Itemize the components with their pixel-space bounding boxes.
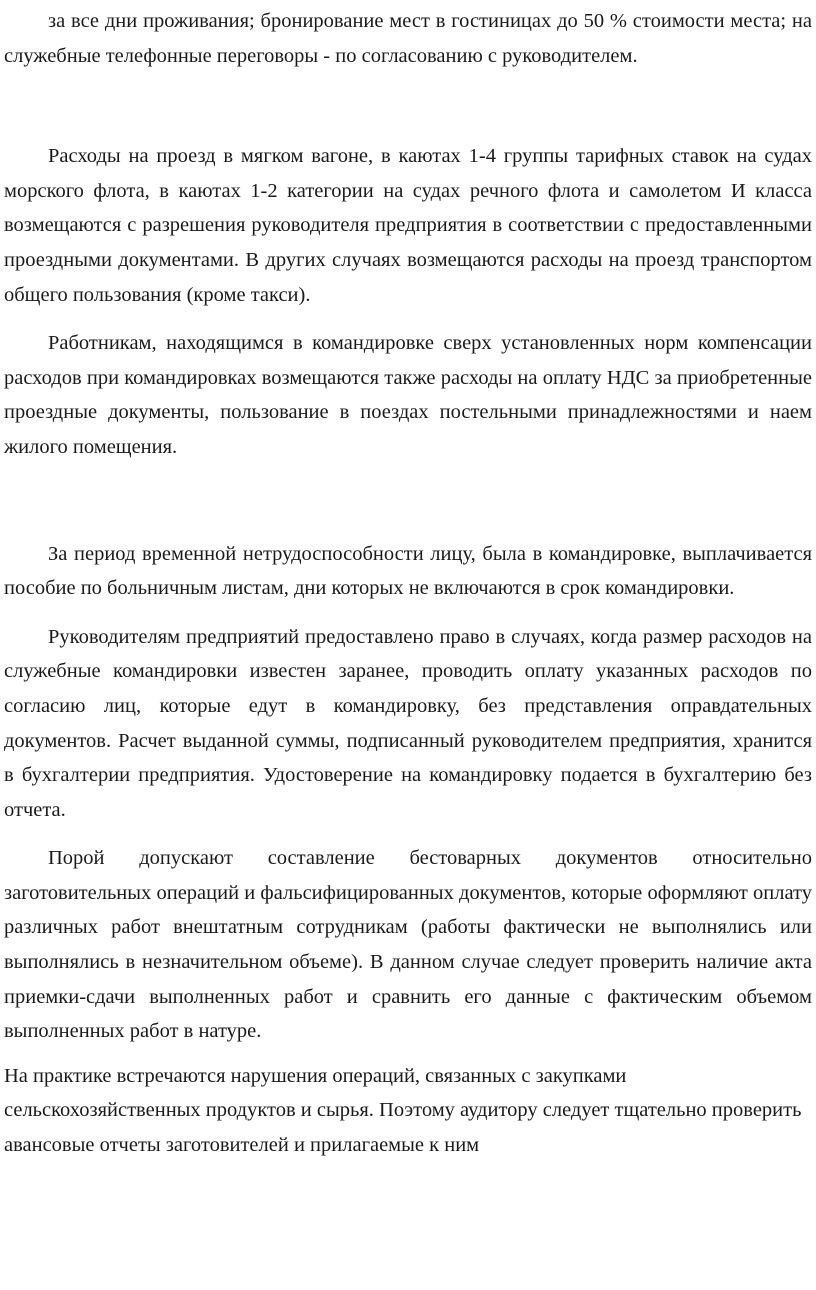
paragraph-lodging-expenses: за все дни проживания; бронирование мест в гостиницах до 50 % стоимости места; на служебные телефонные переговоры - по согласованию с руководителем. <box>4 10 812 67</box>
paragraph-vat-compensation: Работникам, находящимся в командировке сверх установленных норм компенсации расходов при командировках возмещаются также расходы на оплату НДС за приобретенные проездные документы, пользование в поездах постельными принадлежностями и наем жилого помещения. <box>4 332 812 458</box>
paragraph-travel-expenses: Расходы на проезд в мягком вагоне, в каютах 1-4 группы тарифных ставок на судах морского флота, в каютах 1-2 категории на судах речного флота и самолетом И класса возмещаются с разрешения руководителя предприятия в соответствии с предоставленными проездными документами. В других случаях возмещаются расходы на проезд транспортом общего пользования (кроме такси). <box>4 145 812 306</box>
paragraph-procurement-violations: На практике встречаются нарушения операций, связанных с закупками сельскохозяйственных продуктов и сырья. Поэтому аудитору следует тщательно проверить авансовые отчеты заготовителей и прилагаемые к ним <box>4 1064 802 1157</box>
paragraph-sick-leave: За период временной нетрудоспособности лицу, была в командировке, выплачивается пособие по больничным листам, дни которых не включаются в срок командировки. <box>4 542 812 600</box>
paragraph-fictitious-documents: Порой допускают составление бестоварных документов относительно заготовительных операций и фальсифицированных документов, которые оформляют оплату различных работ внештатным сотрудникам (работы фактически не выполнялись или выполнялись в незначительном объеме). В данном случае следует проверить наличие акта приемки-сдачи выполненных работ и сравнить его данные с фактическим объемом выполненных работ в натуре. <box>4 847 812 1043</box>
paragraph-managers-rights: Руководителям предприятий предоставлено право в случаях, когда размер расходов на служебные командировки известен заранее, проводить оплату указанных расходов по согласию лиц, которые едут в командировку, без представления оправдательных документов. Расчет выданной суммы, подписанный руководителем предприятия, хранится в бухгалтерии предприятия. Удостоверение на командировку подается в бухгалтерию без отчета. <box>4 625 812 821</box>
